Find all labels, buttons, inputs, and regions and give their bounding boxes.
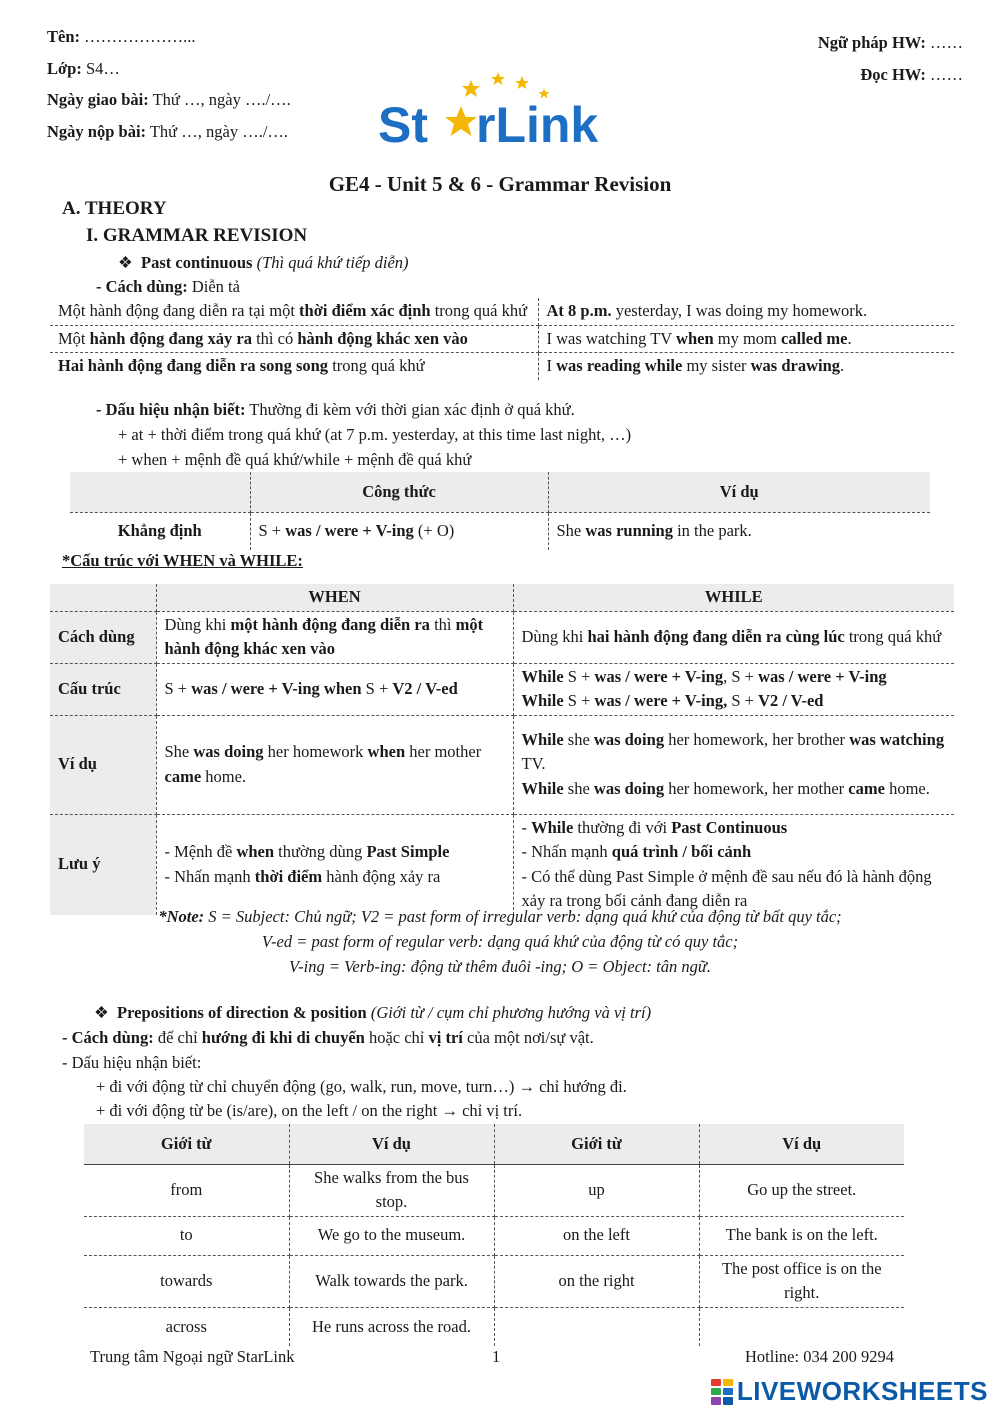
footnote: V-ing = Verb-ing: động từ thêm đuôi -ing; O = Object: tân ngữ.	[289, 957, 711, 976]
svg-text:rLink: rLink	[476, 97, 599, 150]
liveworksheets-logo-icon	[711, 1379, 733, 1405]
liveworksheets-watermark[interactable]: LIVEWORKSHEETS	[711, 1376, 988, 1407]
prepositions-heading: ❖ Prepositions of direction & position (Giới từ / cụm chỉ phương hướng và vị trí)	[94, 1003, 652, 1022]
grammar-hw-line: Ngữ pháp HW: ……	[817, 33, 963, 52]
when-while-heading: *Cấu trúc với WHEN và WHILE:	[62, 551, 303, 570]
table-row: Lưu ý - Mệnh đề when thường dùng Past Simple - Nhấn mạnh thời điểm hành động xảy ra - While thường đi với Past Continuous - Nhấn mạnh quá trình / bối cảnh - Có thể dùng Past Simple ở mệnh đề sau nếu đó là hành động xảy ra trong bối cảnh đang diễn ra	[50, 814, 954, 915]
section-a-heading: A. THEORY	[62, 198, 167, 219]
page-title: GE4 - Unit 5 & 6 - Grammar Revision	[328, 172, 672, 196]
assign-date-line: Ngày giao bài: Thứ …, ngày …./….	[47, 90, 291, 109]
table-header-row: Giới từ Ví dụ Giới từ Ví dụ	[84, 1124, 904, 1164]
usage-line: - Cách dùng: Diễn tả	[96, 277, 240, 296]
table-row: across He runs across the road.	[84, 1307, 904, 1346]
footer-hotline: Hotline: 034 200 9294	[745, 1347, 894, 1366]
table-header-row: WHEN WHILE	[50, 584, 954, 611]
prepositions-table	[84, 1124, 904, 1346]
table-row: to We go to the museum. on the left The bank is on the left.	[84, 1216, 904, 1255]
footer-center-name: Trung tâm Ngoại ngữ StarLink	[90, 1347, 295, 1366]
class-line: Lớp: S4…	[47, 59, 120, 78]
table-row: Cách dùng Dùng khi một hành động đang diễn ra thì một hành động khác xen vào Dùng khi hai hành động đang diễn ra cùng lúc trong quá khứ	[50, 611, 954, 663]
footnote: V-ed = past form of regular verb: dạng quá khứ của động từ có quy tắc;	[261, 932, 739, 951]
past-continuous-heading: ❖ Past continuous (Thì quá khứ tiếp diễn)	[118, 253, 409, 272]
section-i-heading: I. GRAMMAR REVISION	[86, 225, 308, 246]
sign-item: + đi với động từ be (is/are), on the left / on the right → chỉ vị trí.	[96, 1101, 523, 1120]
sign-item: + đi với động từ chỉ chuyển động (go, walk, run, move, turn…) → chỉ hướng đi.	[96, 1077, 627, 1096]
usage-table	[50, 298, 954, 380]
prep-usage-line: - Cách dùng: để chỉ hướng đi khi di chuyển hoặc chỉ vị trí của một nơi/sự vật.	[62, 1028, 594, 1047]
table-row: Khẳng định S + was / were + V-ing (+ O) She was running in the park.	[70, 512, 930, 550]
table-row: Cấu trúc S + was / were + V-ing when S + V2 / V-ed While S + was / were + V-ing, S + was / were + V-ing While S + was / were + V-ing, S + V2 / V-ed	[50, 663, 954, 715]
diamond-bullet-icon: ❖	[94, 1003, 109, 1022]
sign-item: + when + mệnh đề quá khứ/while + mệnh đề quá khứ	[118, 450, 472, 469]
diamond-bullet-icon: ❖	[118, 253, 133, 272]
table-row: Một hành động đang diễn ra tại một thời điểm xác định trong quá khứ At 8 p.m. yesterday, I was doing my homework.	[50, 298, 954, 325]
table-row: Ví dụ She was doing her homework when her mother came home. While she was doing her homework, her brother was watching TV. While she was doing her homework, her mother came home.	[50, 715, 954, 814]
student-name-value[interactable]: ………………...	[80, 27, 196, 46]
logo-stars-icon	[462, 72, 550, 99]
footnote: *Note: S = Subject: Chủ ngữ; V2 = past form of irregular verb: dạng quá khứ của động từ bất quy tắc;	[158, 907, 842, 926]
formula-table	[70, 472, 930, 550]
submit-date-line: Ngày nộp bài: Thứ …, ngày …./….	[47, 122, 289, 141]
when-while-table	[50, 584, 954, 915]
page-number: 1	[492, 1347, 501, 1366]
starlink-logo	[376, 70, 626, 150]
reading-hw-line: Đọc HW: ……	[860, 65, 963, 84]
svg-text:St: St	[378, 97, 428, 150]
table-header-row: Công thức Ví dụ	[70, 472, 930, 512]
signs-line: - Dấu hiệu nhận biết: Thường đi kèm với thời gian xác định ở quá khứ.	[96, 400, 575, 419]
student-name-line: Tên: ………………...	[47, 27, 196, 46]
table-row: from She walks from the bus stop. up Go up the street.	[84, 1164, 904, 1216]
sign-item: + at + thời điểm trong quá khứ (at 7 p.m. yesterday, at this time last night, …)	[118, 425, 632, 444]
table-row: Một hành động đang xảy ra thì có hành động khác xen vào I was watching TV when my mom called me.	[50, 325, 954, 353]
logo-star-letter-icon	[445, 106, 477, 136]
table-row: Hai hành động đang diễn ra song song trong quá khứ I was reading while my sister was drawing.	[50, 353, 954, 380]
table-row: towards Walk towards the park. on the right The post office is on the right.	[84, 1255, 904, 1307]
prep-signs-line: - Dấu hiệu nhận biết:	[62, 1053, 202, 1072]
